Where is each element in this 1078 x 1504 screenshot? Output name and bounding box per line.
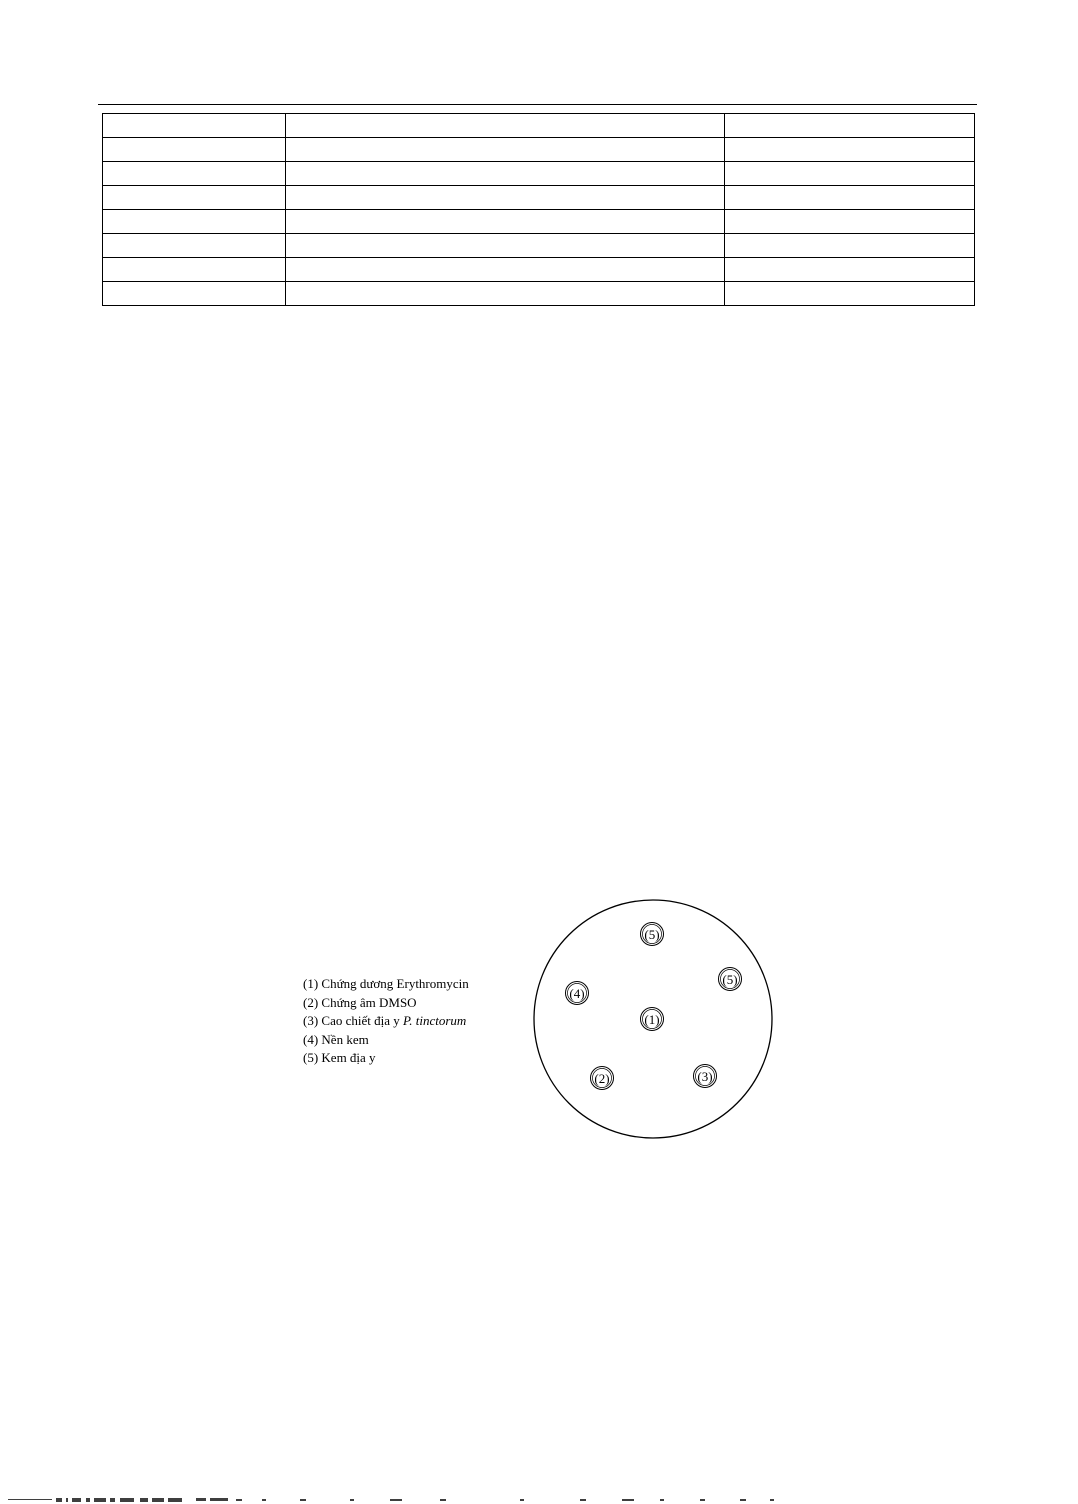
table-cell: [724, 282, 974, 306]
table-cell: [286, 114, 725, 138]
well-label: (5): [644, 927, 660, 942]
table-cell: [103, 210, 286, 234]
legend-item-positive-control: (1) Chứng dương Erythromycin: [303, 976, 469, 991]
table-row: [103, 258, 975, 282]
legend-item-lichen-cream: (5) Kem địa y: [303, 1050, 376, 1065]
table-row: [103, 282, 975, 306]
table-cell: [724, 258, 974, 282]
table-cell: [286, 138, 725, 162]
well-3: [694, 1065, 717, 1088]
legend-item-cream-base: (4) Nền kem: [303, 1031, 369, 1047]
table-cell: [724, 114, 974, 138]
table-cell: [286, 186, 725, 210]
table-cell: [724, 234, 974, 258]
table-cell: [286, 282, 725, 306]
table-cell: [724, 162, 974, 186]
legend-item-lichen-extract-text: (3) Cao chiết địa y: [303, 1013, 403, 1028]
table-cell: [103, 114, 286, 138]
table-cell: [286, 162, 725, 186]
header-rule: [98, 104, 977, 105]
table-cell: [286, 210, 725, 234]
table-row: [103, 186, 975, 210]
data-table: [102, 113, 975, 306]
table-cell: [103, 162, 286, 186]
table-cell: [724, 210, 974, 234]
legend-item-lichen-extract: [303, 1012, 513, 1031]
well-label: (1): [644, 1012, 660, 1027]
table-row: [103, 114, 975, 138]
figure-legend: [303, 975, 513, 1068]
well-label: (3): [697, 1069, 713, 1084]
well-label: (2): [594, 1071, 610, 1086]
table-cell: [103, 258, 286, 282]
table-row: [103, 234, 975, 258]
table-row: [103, 138, 975, 162]
petri-dish-diagram: [532, 898, 774, 1140]
well-4: [566, 982, 589, 1005]
well-5-top: [641, 923, 664, 946]
well-5-right: [719, 968, 742, 991]
table-cell: [286, 258, 725, 282]
well-1: [641, 1008, 664, 1031]
well-label: (4): [569, 986, 585, 1001]
legend-item-species-name: P. tinctorum: [403, 1013, 467, 1028]
well-label: (5): [722, 972, 738, 987]
table-cell: [103, 282, 286, 306]
table-cell: [724, 138, 974, 162]
table-cell: [103, 138, 286, 162]
table-cell: [103, 234, 286, 258]
table-cell: [103, 186, 286, 210]
table-cell: [286, 234, 725, 258]
table-row: [103, 210, 975, 234]
legend-item-negative-control: (2) Chứng âm DMSO: [303, 994, 417, 1010]
scan-artifact: [0, 1498, 800, 1504]
table-cell: [724, 186, 974, 210]
table-row: [103, 162, 975, 186]
well-2: [591, 1067, 614, 1090]
